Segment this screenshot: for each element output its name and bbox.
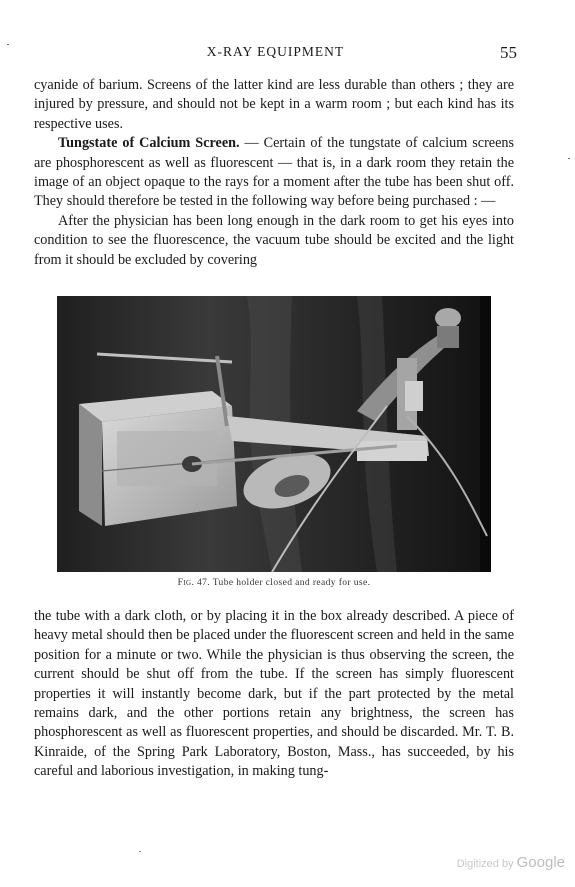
figure-photograph [57,296,491,572]
figure-label: Fig. 47. [177,578,211,588]
paragraph-continuation: cyanide of barium. Screens of the latter kind are less durable than others ; they are injured by pressure, and should not be kept in a warm room ; but each kind has its respective uses. [34,77,514,132]
page-header [34,44,517,64]
scan-speck [7,44,9,45]
page-number: 55 [500,43,517,62]
paragraph-dark-room: After the physician has been long enough in the dark room to get his eyes into condition to see the fluorescence, the vacuum tube should be excited and the light from it should be excluded by covering [34,212,514,268]
text-block-bottom [34,607,514,782]
paragraph-screen-test: the tube with a dark cloth, or by placing it in the box already described. A piece of heavy metal should then be placed under the fluorescent screen and held in the same position for a minute or two. While the physician is thus observing the screen, the current should be shut off from the tube. If the screen has simply fluorescent properties it will instantly become dark, but if the part protected by the metal remains dark, and the other portions retain any brightness, the screen has phosphorescent as well as fluorescent properties, and should be discarded. Mr. T. B. Kinraide, of the Spring Park Laboratory, Boston, Mass., has succeeded, by his careful and laborious investigation, in making tung- [34,608,514,780]
paragraph-tungstate-text: — Certain of the tungstate of calcium screens are phosphorescent as well as fluorescent — that is, in a dark room they retain the image of an object opaque to the rays for a moment after the tube has been shut off. They should therefore be tested in the following way before being purchased : — [34,135,515,210]
figure-caption [34,578,514,588]
text-block-top [34,76,514,270]
paragraph-tungstate [34,134,514,212]
watermark-prefix: Digitized by [456,858,514,870]
section-run-in-heading: Tungstate of Calcium Screen. [58,135,240,152]
running-head: X-RAY EQUIPMENT [206,44,345,59]
scan-speck [139,851,141,852]
scan-speck [568,158,570,159]
figure-caption-text: Tube holder closed and ready for use. [212,578,371,588]
digitized-by-watermark [457,854,565,871]
tube-holder-photo [57,296,491,572]
watermark-brand: Google [516,854,565,871]
